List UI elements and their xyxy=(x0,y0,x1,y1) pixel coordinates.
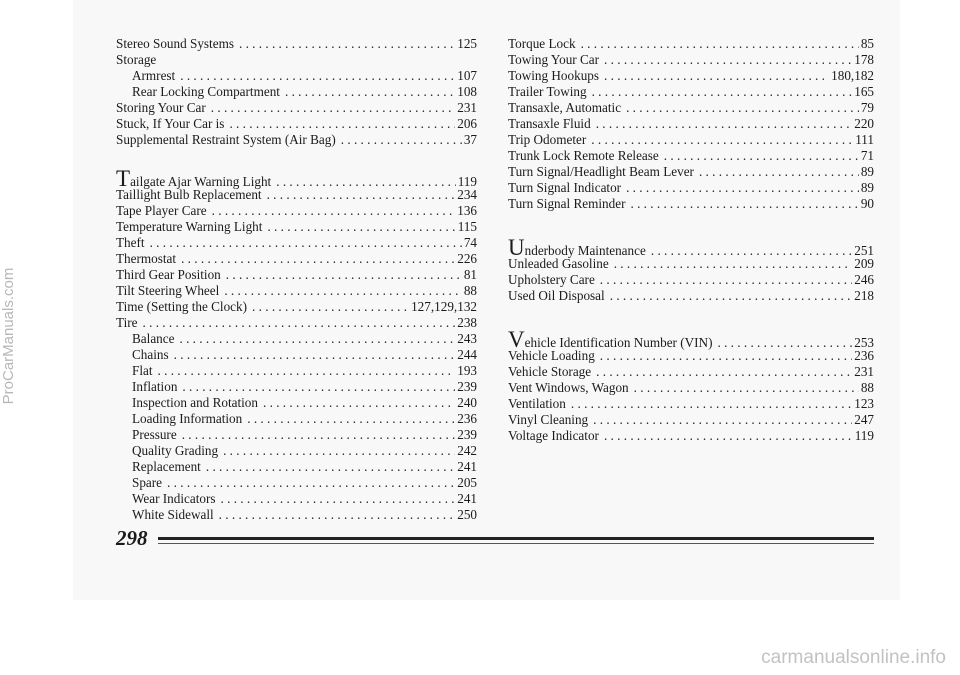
entry-text: Armrest xyxy=(132,68,176,83)
entry-label xyxy=(116,203,207,219)
entry-label xyxy=(116,52,156,68)
entry-page-number: 107 xyxy=(457,68,477,83)
entry-text: ailgate Ajar Warning Light xyxy=(130,174,272,189)
entry-label xyxy=(116,267,221,283)
entry-page-number: 88 xyxy=(860,380,874,395)
index-entry[interactable] xyxy=(116,52,477,68)
entry-label xyxy=(132,363,153,379)
entry-label xyxy=(132,459,201,475)
dot-leader xyxy=(267,219,455,235)
entry-text: ehicle Identification Number (VIN) xyxy=(524,335,713,350)
dot-leader xyxy=(219,507,456,523)
dot-leader xyxy=(143,315,456,331)
entry-text: Towing Hookups xyxy=(508,68,600,83)
dot-leader xyxy=(626,180,859,196)
entry-text: Wear Indicators xyxy=(132,491,216,506)
dot-leader xyxy=(600,348,852,364)
bottom-watermark: carmanualsonline.info xyxy=(761,647,946,668)
entry-text: Trailer Towing xyxy=(508,84,587,99)
dot-leader xyxy=(604,428,853,444)
dot-leader xyxy=(610,288,853,304)
entry-text: Upholstery Care xyxy=(508,272,595,287)
entry-text: Tape Player Care xyxy=(116,203,207,218)
dot-leader xyxy=(591,132,853,148)
entry-page-number: 127,129,132 xyxy=(411,299,477,314)
dot-leader xyxy=(180,68,455,84)
entry-page-number: 246 xyxy=(854,272,874,287)
entry-label xyxy=(508,196,625,212)
entry-text: Pressure xyxy=(132,427,177,442)
index-entry[interactable] xyxy=(508,36,874,52)
dot-leader xyxy=(596,364,852,380)
dot-leader xyxy=(699,164,859,180)
dot-leader xyxy=(182,379,455,395)
entry-label xyxy=(116,100,206,116)
index-subentry[interactable] xyxy=(116,475,477,491)
entry-page-number: 108 xyxy=(457,84,477,99)
index-entry[interactable] xyxy=(116,251,477,267)
entry-label xyxy=(508,52,599,68)
side-watermark: ProCarManuals.com xyxy=(0,267,17,405)
dot-leader xyxy=(150,235,462,251)
entry-label xyxy=(508,116,591,132)
entry-label xyxy=(116,251,176,267)
entry-page-number: 71 xyxy=(860,148,874,163)
entry-text: Taillight Bulb Replacement xyxy=(116,187,262,202)
entry-text: Stuck, If Your Car is xyxy=(116,116,225,131)
entry-page-number: 236 xyxy=(457,411,477,426)
entry-label xyxy=(116,116,224,132)
entry-label xyxy=(132,411,242,427)
index-entry[interactable] xyxy=(116,203,477,219)
entry-text: Turn Signal Indicator xyxy=(508,180,622,195)
entry-text: Spare xyxy=(132,475,163,490)
entry-label xyxy=(132,68,175,84)
dot-leader xyxy=(206,459,455,475)
entry-text: Chains xyxy=(132,347,169,362)
dot-leader xyxy=(614,256,853,272)
dot-leader xyxy=(592,84,853,100)
index-subentry[interactable] xyxy=(116,68,477,84)
entry-label xyxy=(116,132,336,148)
entry-page-number: 180,182 xyxy=(831,68,874,83)
dot-leader xyxy=(664,148,859,164)
entry-text: Transaxle Fluid xyxy=(508,116,591,131)
entry-label xyxy=(508,180,621,196)
entry-text: Loading Information xyxy=(132,411,243,426)
dot-leader xyxy=(267,187,456,203)
index-entry[interactable] xyxy=(116,36,477,52)
entry-text: Storing Your Car xyxy=(116,100,206,115)
entry-page-number: 226 xyxy=(457,251,477,266)
entry-text: Transaxle, Automatic xyxy=(508,100,622,115)
dot-leader xyxy=(252,299,409,315)
entry-page-number: 37 xyxy=(463,132,477,147)
entry-page-number: 251 xyxy=(854,243,874,258)
entry-page-number: 125 xyxy=(457,36,477,51)
entry-text: Stereo Sound Systems xyxy=(116,36,234,51)
dot-leader xyxy=(229,116,455,132)
entry-label xyxy=(508,396,566,412)
dot-leader xyxy=(600,272,852,288)
index-column-left xyxy=(116,36,477,523)
index-subentry[interactable] xyxy=(116,443,477,459)
entry-label xyxy=(508,412,588,428)
footer-rule-thin xyxy=(158,543,874,544)
index-entry[interactable] xyxy=(508,84,874,100)
index-subentry[interactable] xyxy=(116,84,477,100)
index-entry[interactable] xyxy=(116,219,477,235)
index-entry[interactable] xyxy=(508,180,874,196)
dot-leader xyxy=(630,196,858,212)
entry-page-number: 89 xyxy=(860,164,874,179)
dot-leader xyxy=(285,84,455,100)
entry-label xyxy=(132,491,216,507)
entry-label xyxy=(116,219,262,235)
section-gap xyxy=(508,304,874,332)
index-entry[interactable] xyxy=(116,166,477,191)
entry-label xyxy=(508,68,599,84)
entry-text: Vehicle Storage xyxy=(508,364,592,379)
entry-text: Third Gear Position xyxy=(116,267,221,282)
index-entry[interactable] xyxy=(508,412,874,428)
entry-page-number: 241 xyxy=(457,459,477,474)
entry-label xyxy=(508,380,629,396)
entry-text: Unleaded Gasoline xyxy=(508,256,609,271)
entry-text: Quality Grading xyxy=(132,443,219,458)
dot-leader xyxy=(181,251,455,267)
entry-label xyxy=(508,348,595,364)
dot-leader xyxy=(581,36,859,52)
index-entry[interactable] xyxy=(508,116,874,132)
entry-page-number: 205 xyxy=(457,475,477,490)
index-entry[interactable] xyxy=(116,187,477,203)
index-entry[interactable] xyxy=(508,380,874,396)
index-entry[interactable] xyxy=(116,283,477,299)
entry-label xyxy=(508,428,599,444)
entry-page-number: 79 xyxy=(860,100,874,115)
dot-leader xyxy=(226,267,462,283)
entry-page-number: 74 xyxy=(463,235,477,250)
index-entry[interactable] xyxy=(116,235,477,251)
entry-text: Thermostat xyxy=(116,251,177,266)
entry-label xyxy=(508,100,621,116)
entry-label xyxy=(132,427,177,443)
entry-text: Storage xyxy=(116,52,157,67)
index-entry[interactable] xyxy=(116,299,477,315)
index-entry[interactable] xyxy=(116,116,477,132)
entry-text: Turn Signal/Headlight Beam Lever xyxy=(508,164,694,179)
entry-text: White Sidewall xyxy=(132,507,214,522)
dot-leader xyxy=(211,100,455,116)
entry-label xyxy=(116,187,262,203)
dot-leader xyxy=(247,411,455,427)
index-entry[interactable] xyxy=(508,327,874,352)
entry-label xyxy=(508,164,694,180)
entry-label xyxy=(508,36,576,52)
index-entry[interactable] xyxy=(508,164,874,180)
entry-text: Theft xyxy=(116,235,145,250)
entry-page-number: 81 xyxy=(463,267,477,282)
entry-page-number: 206 xyxy=(457,116,477,131)
entry-text: Trip Odometer xyxy=(508,132,587,147)
dot-leader xyxy=(604,68,829,84)
index-subentry[interactable] xyxy=(116,507,477,523)
entry-label xyxy=(116,235,145,251)
dot-leader xyxy=(182,427,456,443)
dot-leader xyxy=(239,36,455,52)
entry-label xyxy=(132,379,177,395)
index-subentry[interactable] xyxy=(116,395,477,411)
entry-label xyxy=(116,283,219,299)
entry-text: Towing Your Car xyxy=(508,52,600,67)
entry-page-number: 178 xyxy=(854,52,874,67)
entry-label xyxy=(116,299,247,315)
index-entry[interactable] xyxy=(508,52,874,68)
entry-label xyxy=(508,148,659,164)
dot-leader xyxy=(179,331,455,347)
entry-page-number: 165 xyxy=(854,84,874,99)
index-entry[interactable] xyxy=(508,256,874,272)
page-number: 298 xyxy=(116,526,148,550)
dot-leader xyxy=(223,443,455,459)
entry-page-number: 119 xyxy=(457,174,477,189)
index-entry[interactable] xyxy=(508,148,874,164)
entry-label xyxy=(116,36,234,52)
section-initial: V xyxy=(508,327,525,352)
entry-text: Voltage Indicator xyxy=(508,428,599,443)
section-initial: T xyxy=(116,166,131,191)
entry-label xyxy=(508,288,605,304)
entry-page-number: 136 xyxy=(457,203,477,218)
entry-text: Ventilation xyxy=(508,396,566,411)
entry-text: Balance xyxy=(132,331,175,346)
entry-page-number: 241 xyxy=(457,491,477,506)
entry-label xyxy=(508,84,587,100)
entry-page-number: 240 xyxy=(457,395,477,410)
index-subentry[interactable] xyxy=(116,379,477,395)
index-entry[interactable] xyxy=(508,100,874,116)
index-entry[interactable] xyxy=(508,364,874,380)
section-gap xyxy=(508,212,874,240)
entry-page-number: 253 xyxy=(854,335,874,350)
index-entry[interactable] xyxy=(116,100,477,116)
entry-page-number: 236 xyxy=(854,348,874,363)
index-entry[interactable] xyxy=(116,267,477,283)
index-subentry[interactable] xyxy=(116,411,477,427)
entry-page-number: 239 xyxy=(457,427,477,442)
entry-label xyxy=(132,347,169,363)
entry-text: Vinyl Cleaning xyxy=(508,412,589,427)
entry-page-number: 238 xyxy=(457,315,477,330)
entry-text: Vehicle Loading xyxy=(508,348,595,363)
entry-label xyxy=(132,395,258,411)
section-gap xyxy=(116,148,477,171)
entry-text: Torque Lock xyxy=(508,36,576,51)
entry-label xyxy=(508,272,595,288)
entry-page-number: 88 xyxy=(463,283,477,298)
index-subentry[interactable] xyxy=(116,491,477,507)
entry-text: Temperature Warning Light xyxy=(116,219,263,234)
index-entry[interactable] xyxy=(508,288,874,304)
entry-page-number: 209 xyxy=(854,256,874,271)
index-subentry[interactable] xyxy=(116,459,477,475)
index-entry[interactable] xyxy=(508,68,874,84)
index-entry[interactable] xyxy=(508,348,874,364)
entry-label xyxy=(508,364,591,380)
index-entry[interactable] xyxy=(508,132,874,148)
entry-text: Trunk Lock Remote Release xyxy=(508,148,659,163)
entry-text: Supplemental Restraint System (Air Bag) xyxy=(116,132,336,147)
index-subentry[interactable] xyxy=(116,347,477,363)
dot-leader xyxy=(604,52,852,68)
index-entry[interactable] xyxy=(508,235,874,260)
dot-leader xyxy=(593,412,852,428)
entry-page-number: 85 xyxy=(860,36,874,51)
index-subentry[interactable] xyxy=(116,427,477,443)
section-initial: U xyxy=(508,235,525,260)
index-entry[interactable] xyxy=(116,315,477,331)
entry-page-number: 115 xyxy=(457,219,477,234)
dot-leader xyxy=(571,396,852,412)
entry-text: Vent Windows, Wagon xyxy=(508,380,629,395)
entry-label xyxy=(132,443,218,459)
dot-leader xyxy=(341,132,462,148)
entry-text: nderbody Maintenance xyxy=(524,243,646,258)
entry-text: Rear Locking Compartment xyxy=(132,84,280,99)
entry-text: Inspection and Rotation xyxy=(132,395,258,410)
entry-page-number: 231 xyxy=(457,100,477,115)
index-entry[interactable] xyxy=(508,396,874,412)
entry-page-number: 119 xyxy=(854,428,874,443)
index-subentry[interactable] xyxy=(116,331,477,347)
entry-text: Tilt Steering Wheel xyxy=(116,283,220,298)
dot-leader xyxy=(634,380,859,396)
entry-text: Replacement xyxy=(132,459,201,474)
entry-page-number: 90 xyxy=(860,196,874,211)
entry-text: Turn Signal Reminder xyxy=(508,196,626,211)
entry-label xyxy=(508,256,609,272)
entry-page-number: 247 xyxy=(854,412,874,427)
dot-leader xyxy=(263,395,455,411)
entry-text: Tire xyxy=(116,315,138,330)
entry-page-number: 193 xyxy=(457,363,477,378)
entry-label xyxy=(508,132,586,148)
index-entry[interactable] xyxy=(508,428,874,444)
entry-label xyxy=(132,475,162,491)
footer-rule xyxy=(158,537,874,540)
entry-label xyxy=(132,84,280,100)
index-subentry[interactable] xyxy=(116,363,477,379)
index-column-right xyxy=(508,36,874,444)
index-entry[interactable] xyxy=(508,272,874,288)
entry-label xyxy=(116,315,138,331)
entry-text: Inflation xyxy=(132,379,178,394)
entry-label xyxy=(132,507,214,523)
entry-page-number: 218 xyxy=(854,288,874,303)
dot-leader xyxy=(167,475,455,491)
dot-leader xyxy=(158,363,456,379)
entry-label xyxy=(132,331,174,347)
index-entry[interactable] xyxy=(116,132,477,148)
entry-page-number: 123 xyxy=(854,396,874,411)
entry-page-number: 89 xyxy=(860,180,874,195)
index-entry[interactable] xyxy=(508,196,874,212)
entry-page-number: 242 xyxy=(457,443,477,458)
entry-text: Used Oil Disposal xyxy=(508,288,605,303)
dot-leader xyxy=(212,203,456,219)
entry-page-number: 111 xyxy=(855,132,874,147)
dot-leader xyxy=(626,100,859,116)
entry-page-number: 220 xyxy=(854,116,874,131)
entry-page-number: 244 xyxy=(457,347,477,362)
dot-leader xyxy=(174,347,456,363)
entry-page-number: 234 xyxy=(457,187,477,202)
entry-page-number: 231 xyxy=(854,364,874,379)
entry-text: Time (Setting the Clock) xyxy=(116,299,248,314)
entry-page-number: 243 xyxy=(457,331,477,346)
dot-leader xyxy=(224,283,462,299)
dot-leader xyxy=(596,116,853,132)
entry-page-number: 250 xyxy=(457,507,477,522)
dot-leader xyxy=(221,491,456,507)
entry-page-number: 239 xyxy=(457,379,477,394)
entry-text: Flat xyxy=(132,363,153,378)
